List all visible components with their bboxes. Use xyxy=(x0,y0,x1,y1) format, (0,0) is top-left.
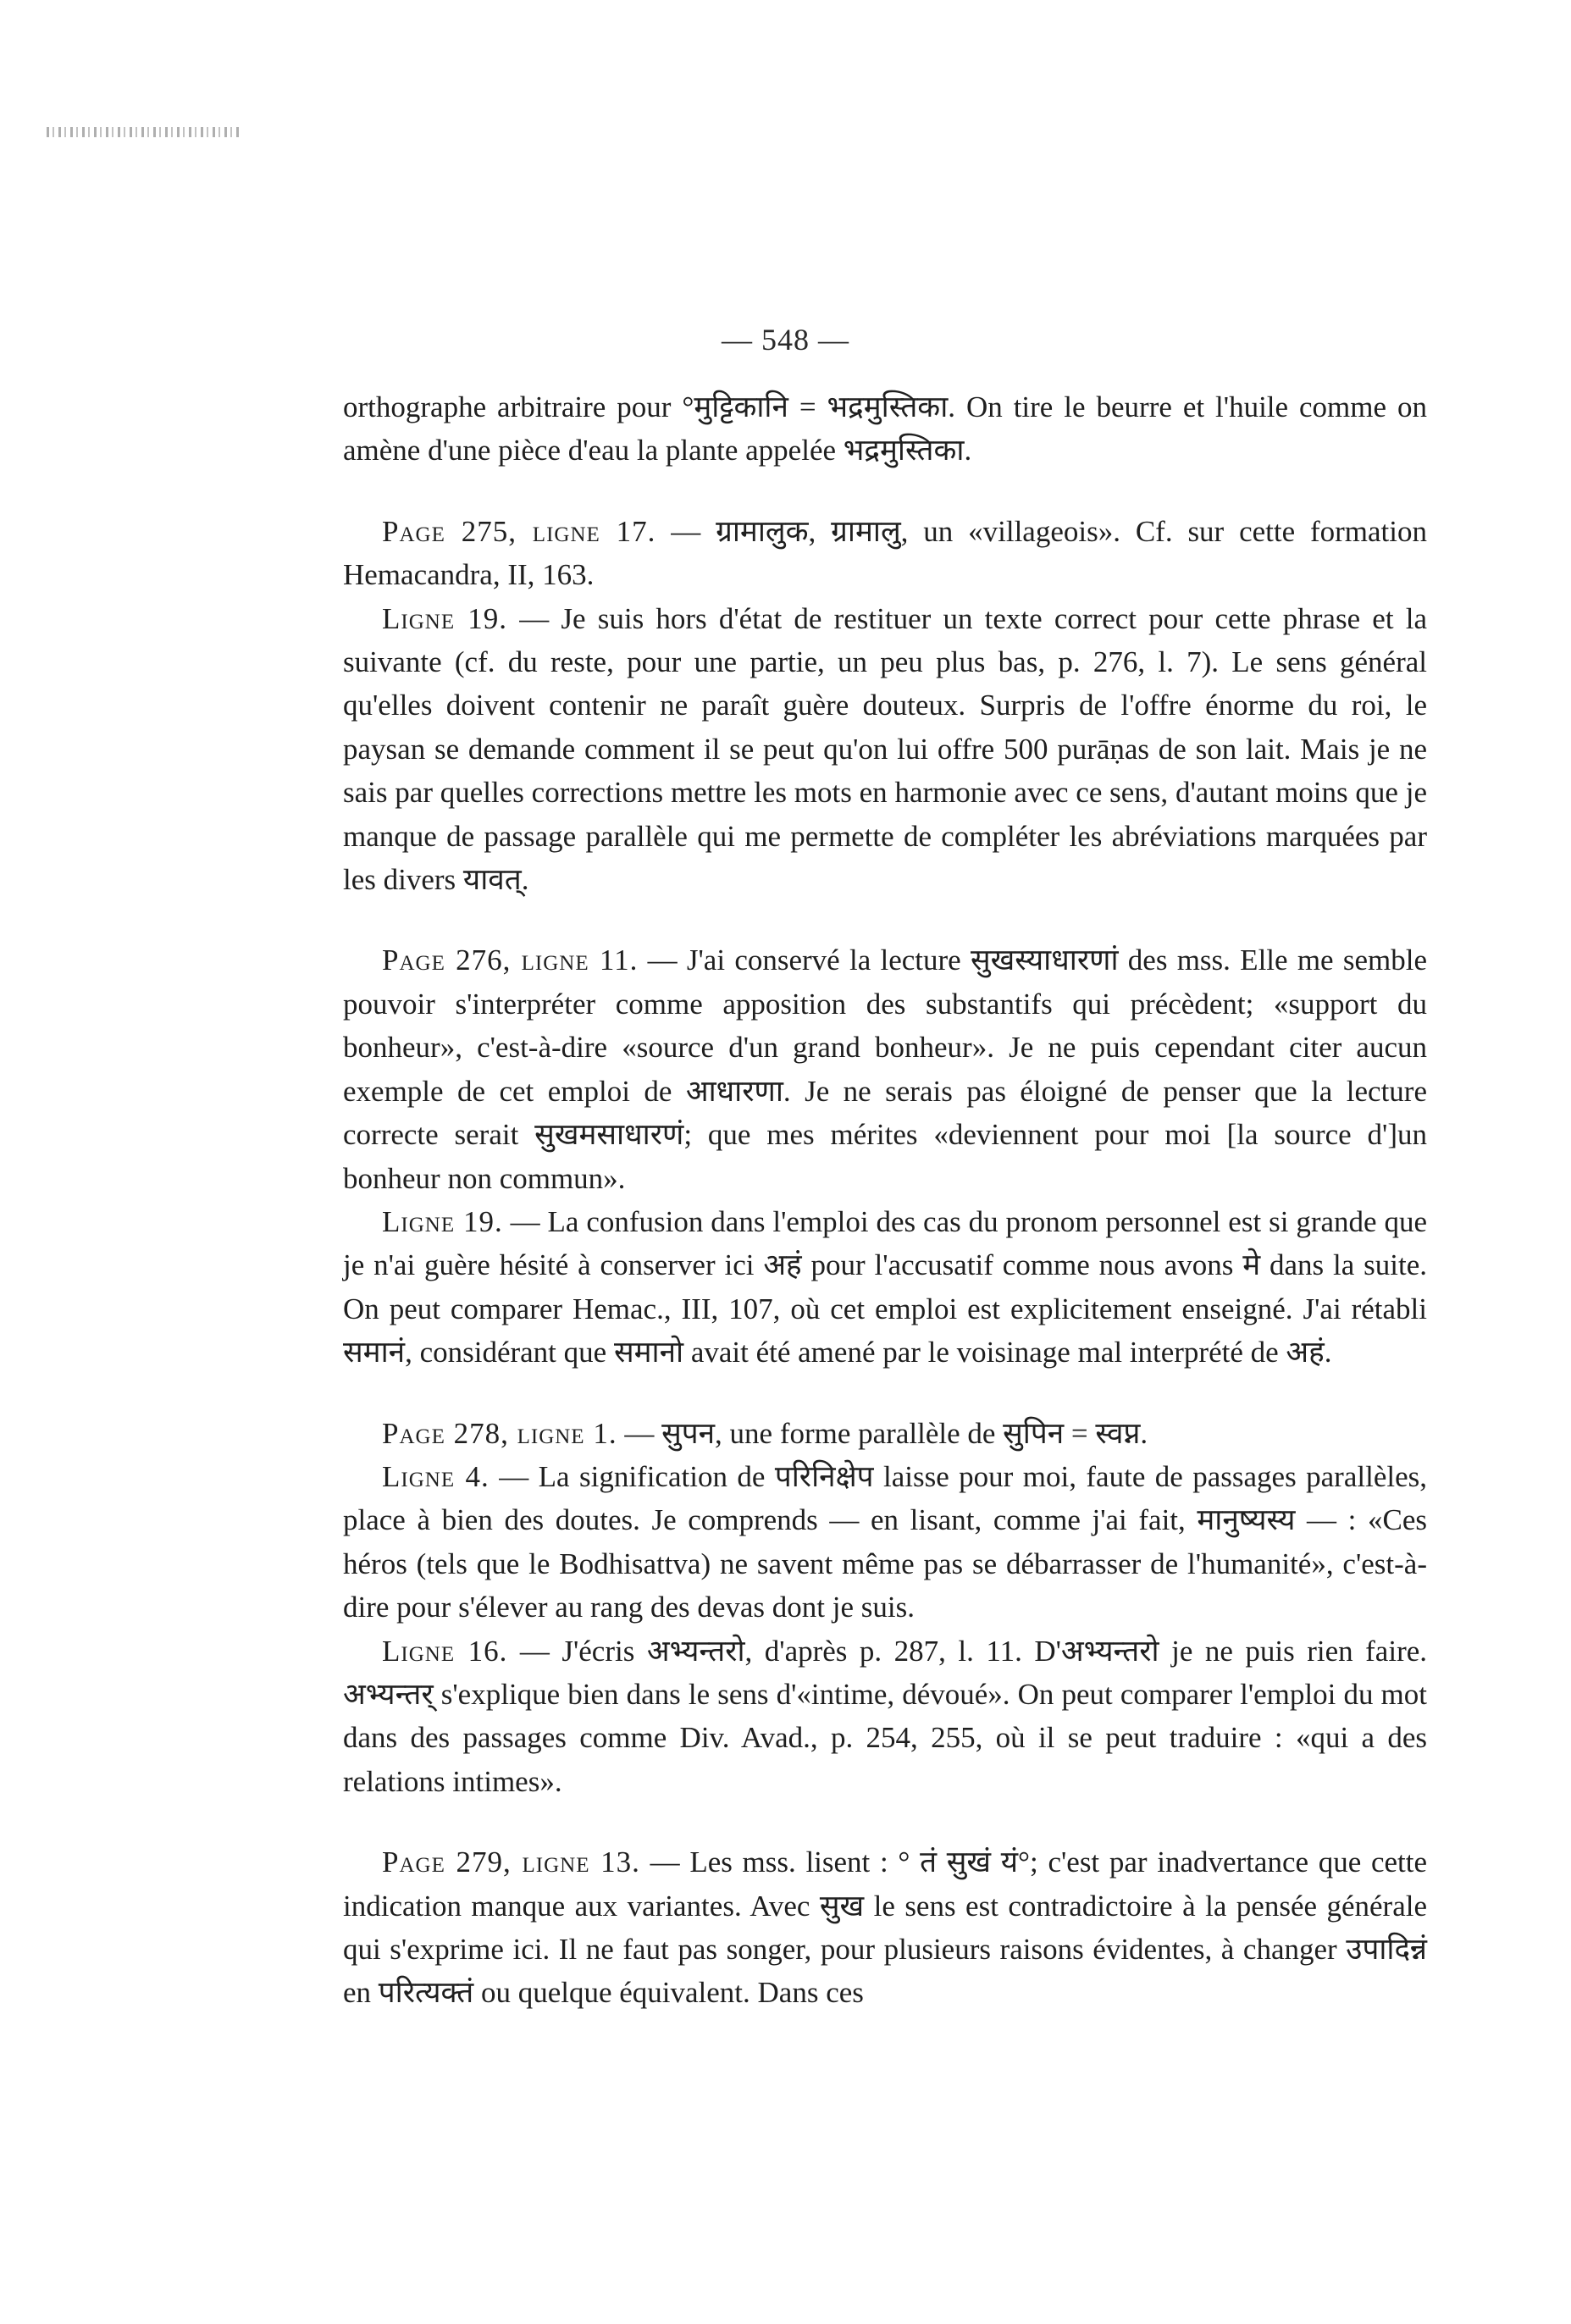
paragraph xyxy=(343,1455,1427,1630)
paragraph xyxy=(343,1840,1427,2015)
paragraph-body: orthographe arbitraire pour °मुट्टिकानि = भद्रमुस्तिका. On tire le beurre et l'huile comme on amène d'une pièce d'eau la plante appelée भद्रमुस्तिका. xyxy=(343,390,1427,468)
paragraph-body: — J'ai conservé la lecture सुखस्याधारणां des mss. Elle me semble pouvoir s'interpréter comme apposition des substantifs qui précèdent; «support du bonheur», c'est-à-dire «source d'un grand bonheur». Je ne puis cependant citer aucun exemple de cet emploi de आधारणा. Je ne serais pas éloigné de penser que la lecture correcte serait सुखमसाधारणं; que mes mérites «deviennent pour moi [la source d']un bonheur non commun». xyxy=(343,943,1427,1195)
paragraph-body: — Les mss. lisent : ° तं सुखं यं°; c'est par inadvertance que cette indication manque aux variantes. Avec सुख le sens est contradictoire à la pensée générale qui s'exprime ici. Il ne faut pas songer, pour plusieurs raisons évidentes, à changer उपादिन्नं en परित्यक्तं ou quelque équivalent. Dans ces xyxy=(343,1845,1427,2010)
paragraph-heading: Page 279, ligne 13. xyxy=(382,1845,640,1879)
paragraph xyxy=(343,1630,1427,1804)
paragraph-heading: Ligne 19. xyxy=(382,601,508,635)
paragraph-body: — La confusion dans l'emploi des cas du pronom personnel est si grande que je n'ai guère hésité à conserver ici अहं pour l'accusatif comme nous avons मे dans la suite. On peut comparer Hemac., III, 107, où cet emploi est explicitement enseigné. J'ai rétabli समानं, considérant que समानो avait été amené par le voisinage mal interprété de अहं. xyxy=(343,1204,1427,1370)
paragraph-heading: Ligne 4. xyxy=(382,1459,490,1493)
paragraph-body: — La signification de परिनिक्षेप laisse pour moi, faute de passages parallèles, place à bien des doutes. Je comprends — en lisant, comme j'ai fait, मानुष्यस्य — : «Ces héros (tels que le Bodhisattva) ne savent même pas se débarrasser de l'humanité», c'est-à-dire pour s'élever au rang des devas dont je suis. xyxy=(343,1459,1427,1624)
paragraph xyxy=(343,1412,1427,1455)
paragraph-heading: Page 276, ligne 11. xyxy=(382,943,639,977)
paragraph-body: — सुपन, une forme parallèle de सुपिन = स्वप्न. xyxy=(617,1416,1148,1450)
paragraph-heading: Page 278, ligne 1. xyxy=(382,1416,617,1450)
paragraph xyxy=(343,385,1427,473)
body-text xyxy=(343,385,1427,2015)
paragraph xyxy=(343,1200,1427,1375)
paragraph xyxy=(343,510,1427,597)
page-number: — 548 — xyxy=(722,323,849,357)
paragraph-body: — Je suis hors d'état de restituer un texte correct pour cette phrase et la suivante (cf. du reste, pour une partie, un peu plus bas, p. 276, l. 7). Le sens général qu'elles doivent contenir ne paraît guère douteux. Surpris de l'offre énorme du roi, le paysan se demande comment il se peut qu'on lui offre 500 purāṇas de son lait. Mais je ne sais par quelles corrections mettre les mots en harmonie avec ce sens, d'autant moins que je manque de passage parallèle qui me permette de compléter les abréviations marquées par les divers यावत्. xyxy=(343,601,1427,897)
paragraph-heading: Page 275, ligne 17. xyxy=(382,514,656,548)
paragraph-heading: Ligne 19. xyxy=(382,1204,503,1238)
scan-artifact xyxy=(47,127,241,137)
paragraph xyxy=(343,938,1427,1199)
paragraph-body: — ग्रामालुक, ग्रामालु, un «villageois». Cf. sur cette formation Hemacandra, II, 163. xyxy=(343,514,1428,592)
paragraph-body: — J'écris अभ्यन्तरो, d'après p. 287, l. 11. D'अभ्यन्तरो je ne puis rien faire. अभ्यन्तर् s'explique bien dans le sens d'«intime, dévoué». On peut comparer l'emploi du mot dans des passages comme Div. Avad., p. 254, 255, où il se peut traduire : «qui a des relations intimes». xyxy=(343,1634,1428,1798)
paragraph-heading: Ligne 16. xyxy=(382,1634,508,1668)
paragraph xyxy=(343,597,1427,902)
